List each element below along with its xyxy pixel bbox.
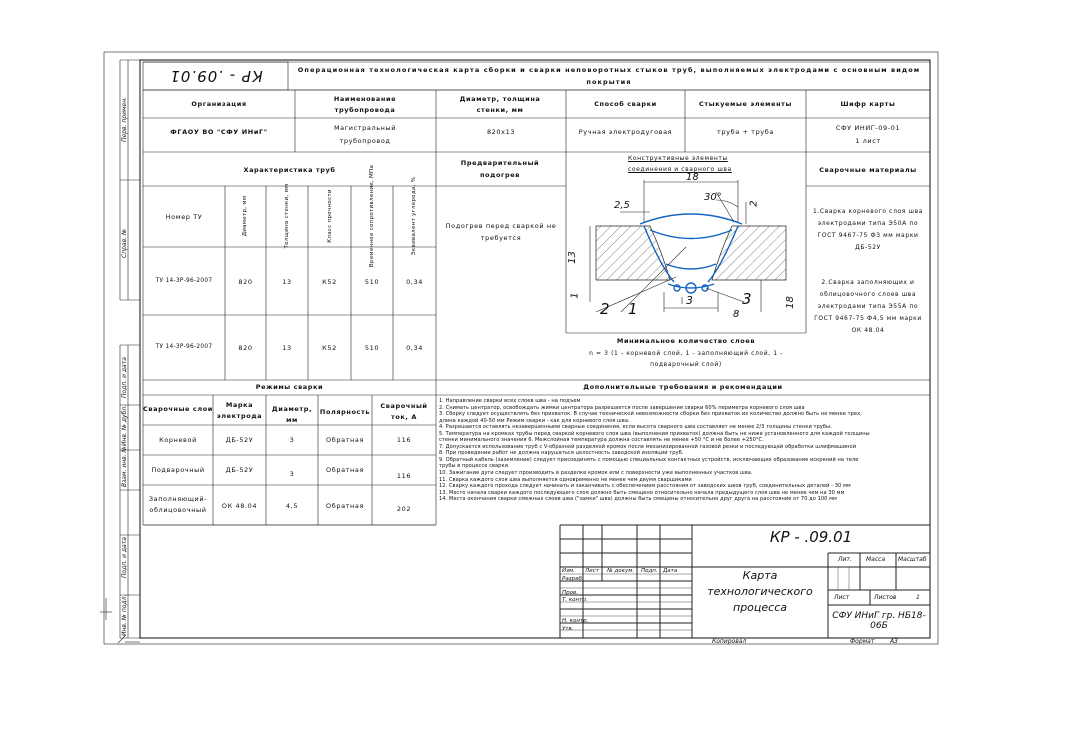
- requirement-item: 14. Места окончания сварки смежных слоев шва ("замки" шва) должны быть смещены относительно друг друга на расстояние от 70 до 100 мм: [439, 496, 837, 503]
- organization-label: Организация: [191, 100, 247, 108]
- col-diameter: Диаметр, мм: [241, 195, 248, 237]
- format-label: Формат: [850, 638, 875, 645]
- col-brand: Марка электрода: [216, 401, 263, 420]
- layers-label: Минимальное количество слоев: [616, 337, 756, 345]
- requirement-item: 9. Обратный кабель (заземление) следует присоединять с помощью специальных контактных устройств, исключающих образование искрений на теле: [439, 456, 859, 463]
- mode-row-1-pol: Обратная: [326, 436, 364, 444]
- pipe-row-1-class: К52: [322, 278, 337, 286]
- mode-row-3-cur: 202: [396, 505, 412, 513]
- diameter-value: 820х13: [486, 128, 516, 136]
- requirement-item: 1. Направление сварки всех слоев шва - на подъем: [439, 398, 581, 404]
- col-doc: № докум.: [607, 568, 635, 574]
- diameter-label: Диаметр, толщина стенки, мм: [459, 95, 541, 114]
- cipher-value: СФУ ИНИГ-09-01: [835, 124, 901, 132]
- dim-13: 13: [566, 251, 578, 264]
- requirement-item: 4. Разрешается оставлять незавершенными сварные соединения, если высота сварного шва составляет не менее 2/3 толщины стенки трубы.: [439, 424, 832, 431]
- title-block-code: КР - .09.01: [769, 528, 853, 546]
- row-checker: Пров.: [562, 590, 578, 596]
- label-3a: 3: [686, 294, 693, 307]
- col-thickness: Толщина стенки, мм: [283, 183, 290, 249]
- requirement-item: 7. Допускается использование труб с V-образной разделкой кромок после механизированной газовой резки и последующей обработки шлифмашиной: [439, 443, 857, 450]
- col-polarity: Полярность: [319, 408, 371, 416]
- col-carbon: Эквивалент углерода, %: [410, 176, 417, 256]
- mode-row-1-brand: ДБ-52У: [225, 436, 254, 444]
- label-3b: 3: [742, 290, 752, 308]
- mode-row-2-pol: Обратная: [326, 466, 364, 474]
- mode-row-3-diam: 4,5: [285, 502, 299, 510]
- requirement-item: 11. Сварка каждого слоя шва выполняется одновременно не менее чем двумя сварщиками: [439, 476, 692, 483]
- materials-item-2: 2.Сварка заполняющих и облицовочного слоев шва электродами типа Э55А по ГОСТ 9467-75 Ф4,5 мм марки ОК 48.04: [814, 279, 922, 334]
- mode-row-3-pol: Обратная: [326, 502, 364, 510]
- col-layer: Сварочные слои: [143, 405, 213, 413]
- row-approved: Утв.: [562, 626, 574, 632]
- joint-label-line1: Конструктивные элементы: [628, 155, 728, 162]
- col-diam: Диаметр, мм: [271, 405, 313, 424]
- title-block-doc-title: Карта технологического процесса: [707, 569, 813, 614]
- pipe-row-1-sigma: 510: [364, 278, 380, 286]
- requirement-item: 5. Температура на кромках трубы перед сваркой корневого слоя шва (выполнения прихваток) должна быть не ниже установленного для каждой толщины: [439, 430, 870, 437]
- col-current: Сварочный ток, А: [380, 402, 428, 421]
- row-tech-control: Т. контр.: [562, 597, 588, 603]
- mode-row-1-cur: 116: [396, 436, 412, 444]
- preheat-label: Предварительный подогрев: [460, 159, 540, 179]
- method-label: Способ сварки: [594, 100, 657, 108]
- row-developer: Разраб.: [562, 576, 584, 582]
- side-label-sign-date-2: Подп. и дата: [121, 537, 128, 578]
- requirements-title: Дополнительные требования и рекомендации: [583, 383, 783, 391]
- sheet-value: 1 лист: [855, 137, 881, 145]
- side-label-ref-no: Справ. №: [121, 228, 128, 258]
- requirement-item: 12. Сварку каждого прохода следует начинать и заканчивать с обеспечением расстояния от заводских швов труб, соединительных деталей - 30 мм: [439, 483, 851, 490]
- row-norm-control: Н. контр.: [562, 618, 589, 624]
- pipe-row-2-class: К52: [322, 344, 337, 352]
- preheat-value: Подогрев перед сваркой не требуется: [445, 222, 557, 242]
- mode-row-1-diam: 3: [289, 436, 295, 444]
- dim-1: 1: [569, 292, 581, 299]
- side-label-inv-orig: Инв. № подл.: [121, 594, 128, 636]
- materials-item-1: 1.Сварка корневого слоя шва электродами типа Э50А по ГОСТ 9467-75 Ф3 мм марки ДБ-52У: [812, 208, 924, 251]
- modes-title: Режимы сварки: [255, 383, 324, 391]
- pipe-chars-title: Характеристика труб: [243, 166, 336, 174]
- side-label-first-use: Перв. примен.: [121, 96, 128, 142]
- mass-label: Масса: [866, 556, 886, 563]
- pipe-row-2-sigma: 510: [364, 344, 380, 352]
- code-rotated: КР - .09.01: [169, 67, 263, 85]
- organization-value: ФГАОУ ВО "СФУ ИНиГ": [170, 128, 268, 136]
- mode-row-3-layer: Заполняющий-облицовочный: [148, 495, 208, 514]
- requirement-item: 2. Снимать центратор, освобождать жимки центратора разрешается после завершения сварки 60% периметра корневого слоя шва: [439, 404, 805, 411]
- elements-value: труба + труба: [717, 128, 774, 136]
- col-list: Лист: [585, 568, 599, 574]
- pipeline-name-label: Наименование трубопровода: [333, 95, 397, 114]
- materials-label: Сварочные материалы: [819, 166, 917, 174]
- mode-row-2-brand: ДБ-52У: [225, 466, 254, 474]
- mode-row-3-brand: ОК 48.04: [221, 502, 258, 510]
- requirement-item: 13. Место начала сварки каждого последующего слоя должно быть смещено относительно начала предыдущего слоя шва не менее чем на 30 мм: [439, 489, 845, 496]
- col-izm: Изм.: [562, 568, 575, 574]
- mode-row-1-layer: Корневой: [159, 436, 197, 444]
- sheet-label: Лист: [834, 594, 850, 601]
- mode-row-2-diam: 3: [289, 470, 295, 478]
- requirement-item: 3. Сборку следует осуществлять без прихваток. В случае технической невозможности сборки без прихваток их количество должно быть не менее трех,: [439, 411, 862, 418]
- col-date: Дата: [663, 568, 678, 574]
- requirement-item: трубы в процессе сварки.: [439, 463, 510, 470]
- dim-2: 2: [748, 200, 760, 207]
- side-label-sign-date-1: Подп. и дата: [121, 357, 128, 398]
- dim-angle: 30°: [704, 192, 722, 203]
- mode-row-2-layer: Подварочный: [151, 466, 205, 474]
- sheets-label: Листов: [874, 594, 897, 601]
- requirement-item: 8. При проведении работ не должна нарушаться целостность заводской изоляции труб.: [439, 450, 684, 457]
- pipe-row-2-ce: 0,34: [406, 344, 423, 352]
- joint-label-line2: соединения и сварного шва: [628, 166, 732, 173]
- col-tu-number: Номер ТУ: [165, 213, 203, 221]
- title-block-org: СФУ ИНиГ гр. НБ18-06Б: [832, 611, 926, 631]
- dim-2-5: 2,5: [614, 200, 630, 211]
- dim-18-top: 18: [686, 172, 699, 183]
- label-1: 1: [628, 300, 638, 318]
- side-label-replace-inv: Взам. инв. №: [121, 446, 128, 487]
- col-class: Класс прочности: [326, 189, 333, 243]
- format-value: А3: [890, 638, 898, 645]
- dim-18-side: 18: [784, 296, 796, 309]
- scale-label: Масштаб: [898, 556, 927, 563]
- pipe-row-1-tu: ТУ 14-3Р-96-2007: [155, 278, 213, 284]
- requirement-item: стенки минимального значения 6. Межслойная температура должна составлять не менее +50 °С и не более +250°С.: [439, 437, 764, 444]
- pipe-row-2-d: 820: [238, 344, 253, 352]
- layers-value: n = 3 (1 - корневой слой, 1 - заполняющий слой, 1 - подварочный слой): [589, 350, 783, 368]
- pipe-row-2-tu: ТУ 14-3Р-96-2007: [155, 344, 213, 350]
- cipher-label: Шифр карты: [840, 100, 896, 108]
- side-label-inv-dup: Инв. № дубл.: [121, 404, 128, 446]
- pipe-row-2-s: 13: [282, 344, 292, 352]
- dim-8: 8: [733, 309, 740, 320]
- sheets-value: 1: [916, 594, 920, 601]
- col-strength: Временное сопротивление, МПа: [368, 164, 375, 268]
- elements-label: Стыкуемые элементы: [698, 100, 792, 108]
- requirement-item: длина каждой 40-50 мм Режим сварки - как для корневого слоя шва.: [439, 417, 630, 424]
- copied-label: Копировал: [712, 638, 747, 645]
- pipe-row-1-d: 820: [238, 278, 253, 286]
- pipe-row-1-ce: 0,34: [406, 278, 423, 286]
- requirements-list: [439, 398, 927, 503]
- document-title: Операционная технологическая карта сборки и сварки неповоротных стыков труб, выполняемых электродами с основным видом покрытия: [297, 66, 921, 86]
- requirement-item: 10. Зажигание дуги следует производить в разделке кромок или с поверхности уже выполненных участков шва.: [439, 470, 753, 477]
- label-2: 2: [600, 300, 610, 318]
- lit-label: Лит.: [838, 556, 852, 563]
- mode-row-2-cur: 116: [396, 472, 412, 480]
- pipe-row-1-s: 13: [282, 278, 292, 286]
- col-sign: Подп.: [641, 568, 658, 574]
- pipeline-name-value: Магистральный трубопровод: [333, 124, 397, 145]
- method-value: Ручная электродуговая: [578, 128, 673, 136]
